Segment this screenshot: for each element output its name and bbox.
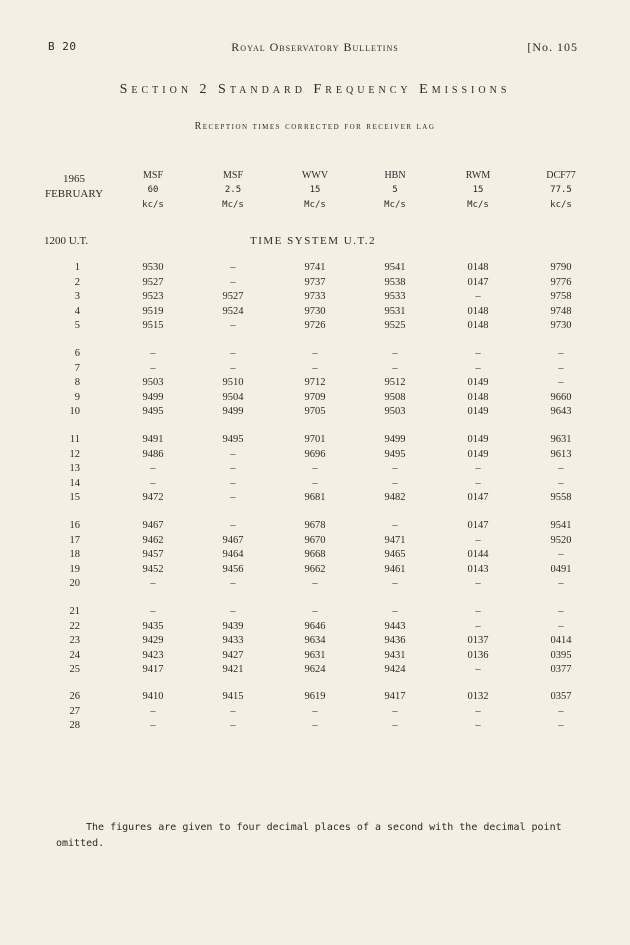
day-number: 14 [69,477,80,489]
column-header [118,168,188,213]
table-cell: – [392,705,398,717]
table-cell: 9712 [304,377,326,389]
column-station: RWM [465,170,491,181]
table-cell: 0147 [467,520,489,531]
day-number: 6 [74,348,80,359]
table-cell: – [150,477,156,489]
table-cell: – [475,348,481,359]
table-cell: 9681 [304,492,326,504]
bulletin-title: Royal Observatory Bulletins [231,40,399,54]
day-number: 22 [69,620,80,632]
table-cell: – [558,477,564,489]
table-cell: 9541 [550,520,572,531]
table-cell: – [230,448,236,460]
table-cell: 9499 [142,391,164,403]
month-label: FEBRUARY [44,188,104,200]
table-cell: – [475,534,481,546]
table-cell: – [230,477,236,489]
table-cell: 9525 [384,320,406,332]
table-cell: 9456 [222,563,244,575]
table-cell: – [475,705,481,717]
table-cell: 9646 [304,620,326,632]
table-cell: – [392,520,398,531]
table-cell: – [312,705,318,717]
table-cell: 9748 [550,305,572,317]
column-freq: 77.5 [550,185,572,195]
table-cell: – [392,463,398,475]
column-header [360,168,430,213]
column-unit: Mc/s [384,200,406,210]
table-cell: 9433 [222,635,244,647]
table-cell: 9634 [304,635,326,647]
day-number: 25 [69,664,80,676]
day-number: 20 [69,578,80,590]
day-number: 24 [69,649,80,661]
table-cell: 9662 [304,563,326,575]
table-cell: – [558,377,564,389]
table-cell: – [230,362,236,374]
day-number: 27 [69,705,80,717]
table-cell: 9512 [384,377,406,389]
column-station: DCF77 [546,170,576,181]
table-cell: 9696 [304,448,326,460]
table-cell: 0144 [467,549,489,561]
table-cell: – [558,578,564,590]
day-number: 5 [74,320,80,332]
table-cell: 9726 [304,320,326,332]
table-cell: 9520 [550,534,572,546]
table-cell: 9417 [384,691,406,702]
table-cell: – [558,705,564,717]
table-cell: 9533 [384,291,406,303]
table-cell: 9461 [384,563,406,575]
table-cell: 9624 [304,664,326,676]
table-cell: 9465 [384,549,406,561]
day-number: 2 [74,276,80,288]
table-cell: – [230,705,236,717]
table-cell: 9467 [142,520,164,531]
table-cell: 0414 [550,635,572,647]
column-freq: 60 [147,185,159,195]
table-cell: 9733 [304,291,326,303]
column-header [280,168,350,213]
table-cell: – [392,720,398,732]
table-cell: – [230,348,236,359]
table-cell: 0377 [550,664,572,676]
day-number: 18 [69,549,80,561]
table-cell: 9730 [550,320,572,332]
table-cell: – [312,477,318,489]
table-subtitle: Reception times corrected for receiver lag [194,121,436,132]
table-cell: 9436 [384,635,406,647]
day-number: 12 [69,448,80,460]
table-cell: 0148 [467,391,489,403]
table-cell: 9538 [384,276,406,288]
table-cell: 9424 [384,664,406,676]
year-month-label [38,172,110,202]
table-cell: 9619 [304,691,326,702]
column-station: MSF [142,170,163,181]
table-cell: 9427 [222,649,244,661]
day-number: 21 [69,606,80,617]
column-unit: kc/s [550,200,572,210]
day-number: 16 [69,520,80,531]
day-number: 15 [69,492,80,504]
table-cell: – [312,578,318,590]
day-number: 23 [69,635,80,647]
table-cell: 9467 [222,534,244,546]
column-freq: 15 [309,185,321,195]
table-cell: 9758 [550,291,572,303]
issue-number: [No. 105 [527,40,578,54]
table-cell: 9524 [222,305,244,317]
table-cell: – [558,362,564,374]
table-cell: 9776 [550,276,572,288]
day-number: 17 [69,534,80,546]
table-cell: 9495 [384,448,406,460]
footnote [56,820,596,852]
table-cell: 0148 [467,305,489,317]
table-cell: – [150,348,156,359]
table-cell: – [475,720,481,732]
table-cell: – [392,348,398,359]
day-number: 10 [69,406,80,418]
table-cell: 9503 [142,377,164,389]
table-cell: – [230,520,236,531]
table-cell: 9471 [384,534,406,546]
table-cell: – [230,720,236,732]
table-cell: 9462 [142,534,164,546]
table-cell: 9531 [384,305,406,317]
footnote-line: omitted. [56,838,105,849]
table-cell: 9491 [142,434,164,445]
table-cell: – [392,477,398,489]
table-cell: 0149 [467,377,489,389]
table-cell: 9741 [304,262,326,273]
table-cell: 0395 [550,649,572,661]
table-cell: 0147 [467,492,489,504]
day-number: 3 [74,291,80,303]
day-number: 28 [69,720,80,732]
column-header [443,168,513,213]
table-cell: – [150,720,156,732]
column-unit: Mc/s [304,200,326,210]
table-cell: – [230,578,236,590]
column-unit: Mc/s [467,200,489,210]
table-cell: 0149 [467,448,489,460]
day-number: 8 [74,377,80,389]
table-cell: – [150,705,156,717]
table-cell: – [230,320,236,332]
table-cell: – [558,348,564,359]
column-freq: 5 [392,185,398,195]
table-cell: 9527 [222,291,244,303]
column-station: HBN [384,170,406,181]
table-cell: 9510 [222,377,244,389]
table-cell: 0143 [467,563,489,575]
table-cell: 9701 [304,434,326,445]
table-cell: – [475,664,481,676]
table-cell: 9643 [550,406,572,418]
table-cell: 9495 [142,406,164,418]
table-cell: – [558,549,564,561]
table-cell: 0148 [467,262,489,273]
table-cell: – [558,720,564,732]
table-cell: 0357 [550,691,572,702]
table-cell: 9482 [384,492,406,504]
table-cell: 9439 [222,620,244,632]
table-cell: – [230,276,236,288]
table-cell: 9429 [142,635,164,647]
table-cell: 9464 [222,549,244,561]
table-cell: 9527 [142,276,164,288]
table-cell: 0491 [550,563,572,575]
table-cell: 9670 [304,534,326,546]
table-cell: 0147 [467,276,489,288]
table-cell: 9452 [142,563,164,575]
section-title: Section 2 Standard Frequency Emissions [119,82,511,97]
table-cell: 9523 [142,291,164,303]
day-number: 26 [69,691,80,702]
table-cell: 9503 [384,406,406,418]
table-cell: 9431 [384,649,406,661]
table-cell: 9423 [142,649,164,661]
table-cell: 9415 [222,691,244,702]
ut-label: 1200 U.T. [44,235,89,247]
table-cell: 9417 [142,664,164,676]
table-cell: 9705 [304,406,326,418]
day-number: 4 [74,305,80,317]
day-number: 7 [74,362,80,374]
table-cell: 9541 [384,262,406,273]
table-cell: – [558,620,564,632]
day-number: 13 [69,463,80,475]
table-cell: 9421 [222,664,244,676]
table-cell: 9486 [142,448,164,460]
day-number: 11 [69,434,80,445]
table-cell: 9668 [304,549,326,561]
table-cell: 9730 [304,305,326,317]
table-cell: 9613 [550,448,572,460]
table-cell: 9737 [304,276,326,288]
column-freq: 2.5 [224,185,242,195]
table-cell: – [230,606,236,617]
table-cell: – [475,620,481,632]
table-cell: – [558,463,564,475]
table-cell: – [312,606,318,617]
table-cell: 9504 [222,391,244,403]
table-cell: 9508 [384,391,406,403]
day-number: 9 [74,391,80,403]
column-unit: Mc/s [222,200,244,210]
day-number: 1 [74,262,80,273]
table-cell: – [475,291,481,303]
table-cell: 9495 [222,434,244,445]
table-cell: 0149 [467,406,489,418]
table-cell: 9410 [142,691,164,702]
table-cell: – [312,463,318,475]
table-cell: – [150,578,156,590]
table-cell: – [230,262,236,273]
table-cell: 9660 [550,391,572,403]
table-cell: 9790 [550,262,572,273]
table-cell: 9678 [304,520,326,531]
table-cell: 9530 [142,262,164,273]
table-cell: – [150,606,156,617]
table-cell: – [475,477,481,489]
column-station: WWV [301,170,329,181]
table-cell: 0136 [467,649,489,661]
table-cell: 9435 [142,620,164,632]
table-cell: – [150,362,156,374]
table-cell: – [312,362,318,374]
table-cell: – [150,463,156,475]
table-cell: 9499 [384,434,406,445]
table-cell: 9631 [550,434,572,445]
page-number: B 20 [48,40,77,53]
time-system-label: TIME SYSTEM U.T.2 [250,235,377,247]
table-cell: 9457 [142,549,164,561]
table-cell: 0149 [467,434,489,445]
column-unit: kc/s [142,200,164,210]
table-cell: 0132 [467,691,489,702]
table-cell: 9472 [142,492,164,504]
table-cell: – [558,606,564,617]
table-cell: – [312,348,318,359]
table-cell: – [230,463,236,475]
table-cell: – [392,362,398,374]
year-label: 1965 [63,173,85,185]
table-cell: – [392,578,398,590]
table-cell: – [475,578,481,590]
table-cell: 0148 [467,320,489,332]
table-cell: 9515 [142,320,164,332]
column-freq: 15 [472,185,484,195]
table-cell: – [475,606,481,617]
table-cell: 9631 [304,649,326,661]
table-cell: – [475,362,481,374]
table-cell: 9558 [550,492,572,504]
table-cell: – [475,463,481,475]
table-cell: 0137 [467,635,489,647]
day-number: 19 [69,563,80,575]
column-header [198,168,268,213]
table-cell: – [230,492,236,504]
table-cell: 9709 [304,391,326,403]
column-header [526,168,596,213]
column-station: MSF [222,170,243,181]
table-cell: – [392,606,398,617]
footnote-line: The figures are given to four decimal places of a second with the decimal point [86,822,562,833]
table-cell: 9443 [384,620,406,632]
table-cell: 9499 [222,406,244,418]
table-cell: – [312,720,318,732]
table-cell: 9519 [142,305,164,317]
